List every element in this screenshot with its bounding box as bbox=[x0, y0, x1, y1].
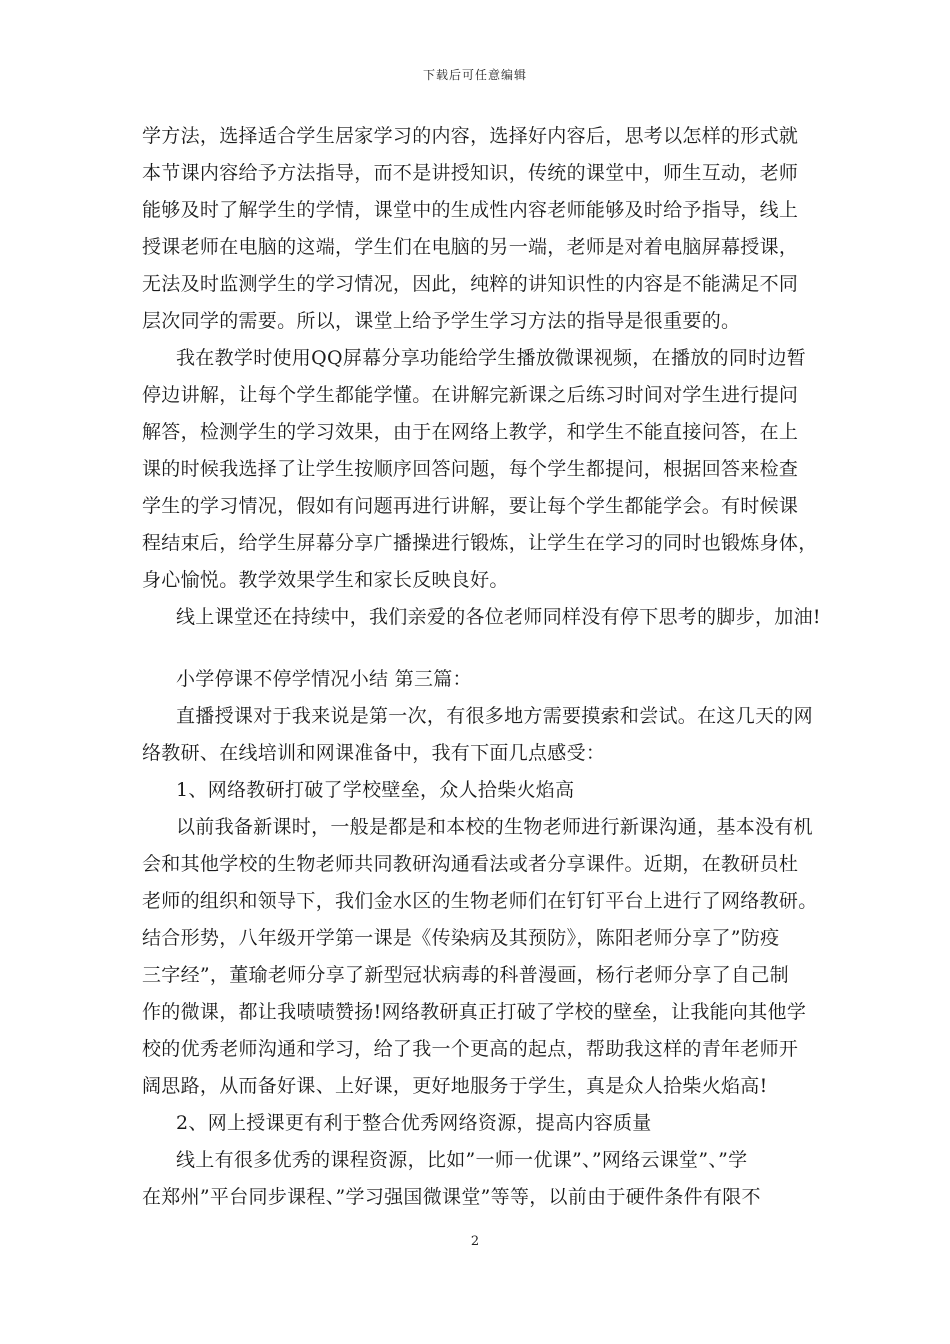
text-line: 程结束后，给学生屏幕分享广播操进行锻炼，让学生在学习的同时也锻炼身体， bbox=[142, 532, 818, 554]
text-line: 三字经”，董瑜老师分享了新型冠状病毒的科普漫画，杨行老师分享了自己制 bbox=[142, 964, 789, 986]
text-line: 小学停课不停学情况小结 第三篇： bbox=[176, 668, 472, 690]
page-header: 下载后可任意编辑 bbox=[422, 68, 527, 82]
text-line: 课的时候我选择了让学生按顺序回答问题，每个学生都提问，根据回答来检查 bbox=[142, 458, 799, 480]
document-body bbox=[142, 118, 832, 1216]
text-line: 以前我备新课时，一般是都是和本校的生物老师进行新课沟通，基本没有机 bbox=[176, 816, 813, 838]
text-line: 阔思路，从而备好课、上好课，更好地服务于学生，真是众人拾柴火焰高! bbox=[142, 1075, 768, 1097]
text-line: 线上有很多优秀的课程资源，比如”一师一优课”、”网络云课堂”、”学 bbox=[176, 1149, 748, 1171]
text-line: 学生的学习情况，假如有问题再进行讲解，要让每个学生都能学会。有时候课 bbox=[142, 495, 799, 517]
text-line: 校的优秀老师沟通和学习，给了我一个更高的起点，帮助我这样的青年老师开 bbox=[142, 1038, 799, 1060]
text-line: 结合形势，八年级开学第一课是《传染病及其预防》，陈阳老师分享了”防疫 bbox=[142, 927, 780, 949]
text-line: 会和其他学校的生物老师共同教研沟通看法或者分享课件。近期，在教研员杜 bbox=[142, 853, 799, 875]
text-line: 络教研、在线培训和网课准备中，我有下面几点感受： bbox=[142, 742, 606, 764]
text-line: 身心愉悦。教学效果学生和家长反映良好。 bbox=[142, 569, 509, 591]
paragraph-gap bbox=[142, 636, 832, 661]
text-line: 本节课内容给予方法指导，而不是讲授知识，传统的课堂中，师生互动，老师 bbox=[142, 162, 799, 184]
text-line: 学方法，选择适合学生居家学习的内容，选择好内容后，思考以怎样的形式就 bbox=[142, 125, 799, 147]
text-line: 老师的组织和领导下，我们金水区的生物老师们在钉钉平台上进行了网络教研。 bbox=[142, 890, 818, 912]
text-line: 无法及时监测学生的学习情况，因此，纯粹的讲知识性的内容是不能满足不同 bbox=[142, 273, 799, 295]
text-line: 停边讲解，让每个学生都能学懂。在讲解完新课之后练习时间对学生进行提问 bbox=[142, 384, 799, 406]
text-line: 1、网络教研打破了学校壁垒，众人拾柴火焰高 bbox=[176, 779, 575, 801]
text-line: 作的微课，都让我啧啧赞扬!网络教研真正打破了学校的壁垒，让我能向其他学 bbox=[142, 1001, 807, 1023]
text-line: 2、网上授课更有利于整合优秀网络资源，提高内容质量 bbox=[176, 1112, 652, 1134]
text-line: 直播授课对于我来说是第一次，有很多地方需要摸索和尝试。在这几天的网 bbox=[176, 705, 813, 727]
text-line: 解答，检测学生的学习效果，由于在网络上教学，和学生不能直接问答，在上 bbox=[142, 421, 799, 443]
text-line: 层次同学的需要。所以，课堂上给予学生学习方法的指导是很重要的。 bbox=[142, 310, 741, 332]
text-line: 授课老师在电脑的这端，学生们在电脑的另一端，老师是对着电脑屏幕授课， bbox=[142, 236, 799, 258]
text-line: 在郑州”平台同步课程、”学习强国微课堂”等等，以前由于硬件条件有限不 bbox=[142, 1186, 761, 1208]
page-number: 2 bbox=[470, 1234, 480, 1249]
text-line: 线上课堂还在持续中，我们亲爱的各位老师同样没有停下思考的脚步，加油! bbox=[176, 606, 821, 628]
text-line: 我在教学时使用QQ屏幕分享功能给学生播放微课视频，在播放的同时边暂 bbox=[176, 347, 807, 369]
text-line: 能够及时了解学生的学情，课堂中的生成性内容老师能够及时给予指导，线上 bbox=[142, 199, 799, 221]
